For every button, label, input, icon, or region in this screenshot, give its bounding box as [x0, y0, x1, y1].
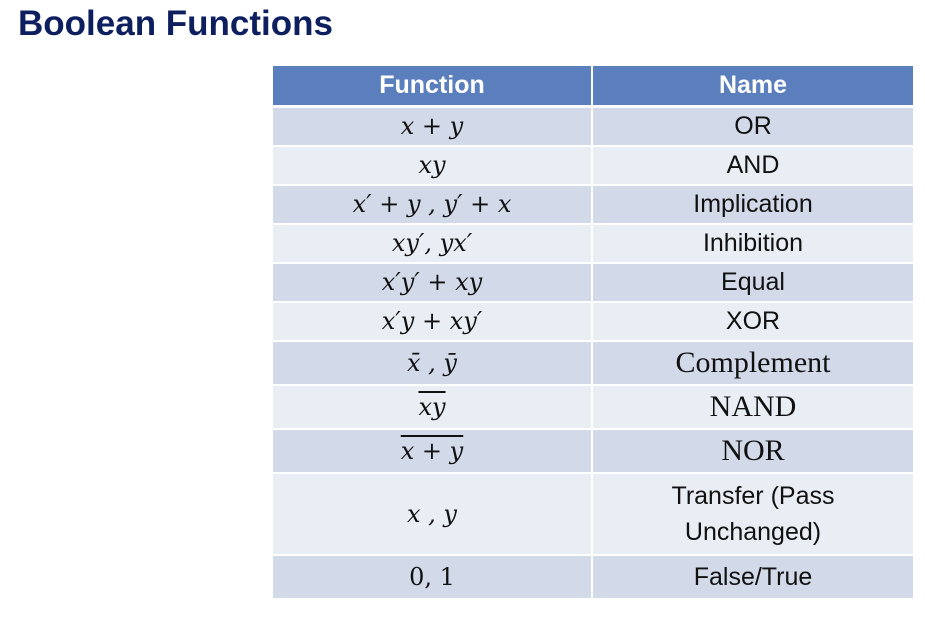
name-cell: Equal — [592, 263, 913, 302]
function-cell: xy — [273, 385, 592, 429]
name-cell: Inhibition — [592, 224, 913, 263]
table-row — [273, 107, 913, 146]
function-cell: x̄ , ȳ — [273, 341, 592, 385]
name-cell: NOR — [592, 429, 913, 473]
table-row — [273, 341, 913, 385]
name-cell: Implication — [592, 185, 913, 224]
function-cell: xy — [273, 146, 592, 185]
function-cell: x , y — [273, 473, 592, 555]
function-cell: x′y′ + xy — [273, 263, 592, 302]
function-cell: xy′, yx′ — [273, 224, 592, 263]
table-header-row — [273, 66, 913, 107]
name-cell: False/True — [592, 555, 913, 599]
table-row — [273, 385, 913, 429]
table-row — [273, 473, 913, 555]
function-cell: x′ + y , y′ + x — [273, 185, 592, 224]
function-cell: x + y — [273, 107, 592, 146]
function-cell: x + y — [273, 429, 592, 473]
table-row — [273, 224, 913, 263]
table-row — [273, 146, 913, 185]
table-row — [273, 555, 913, 599]
header-name: Name — [592, 66, 913, 107]
header-function: Function — [273, 66, 592, 107]
name-cell: NAND — [592, 385, 913, 429]
name-cell: Complement — [592, 341, 913, 385]
name-cell: XOR — [592, 302, 913, 341]
function-cell: x′y + xy′ — [273, 302, 592, 341]
table-row — [273, 263, 913, 302]
name-cell: AND — [592, 146, 913, 185]
page-title: Boolean Functions — [18, 4, 333, 43]
name-cell: Transfer (Pass Unchanged) — [592, 473, 913, 555]
table-row — [273, 429, 913, 473]
boolean-functions-table — [273, 66, 913, 600]
table-row — [273, 302, 913, 341]
function-cell: 0, 1 — [273, 555, 592, 599]
name-cell: OR — [592, 107, 913, 146]
table-row — [273, 185, 913, 224]
